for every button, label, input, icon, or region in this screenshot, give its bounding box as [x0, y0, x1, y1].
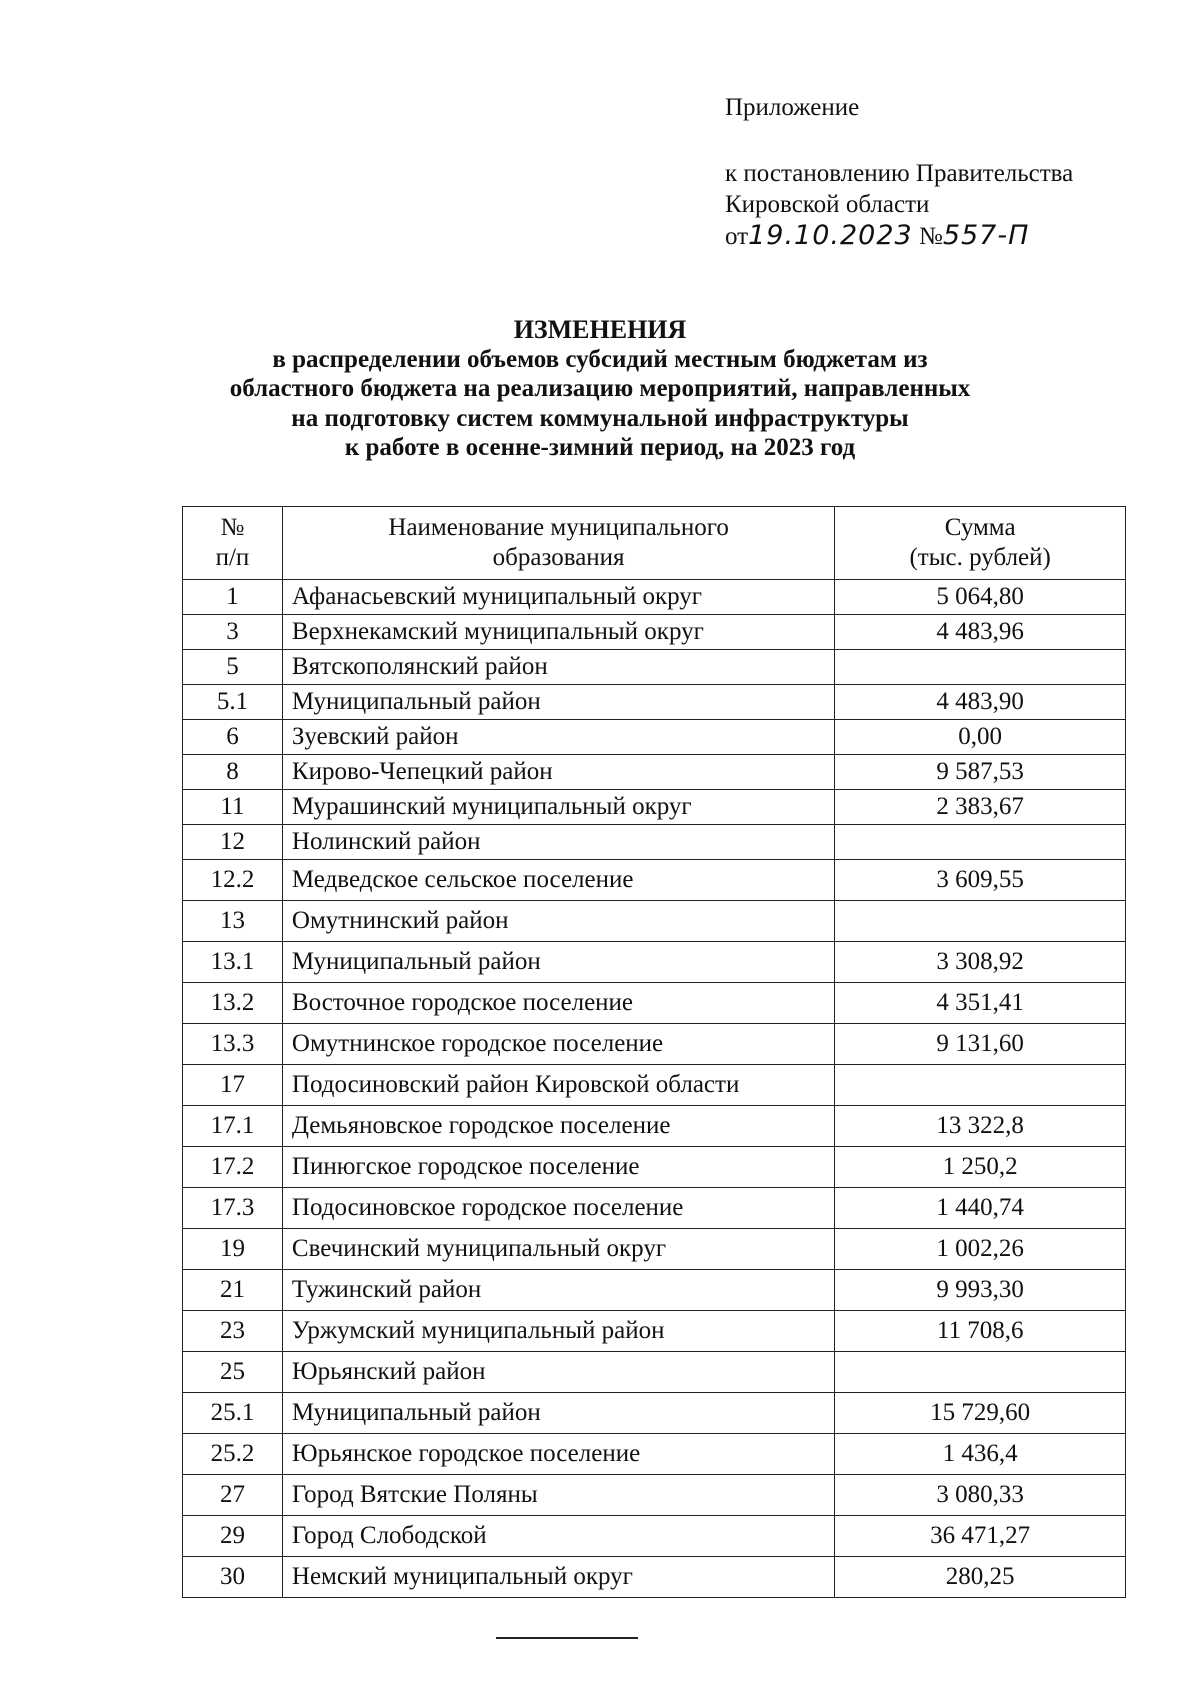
- row-name: Город Вятские Поляны: [282, 1475, 834, 1516]
- row-name: Подосиновское городское поселение: [282, 1188, 834, 1229]
- row-sum: [835, 1065, 1126, 1106]
- row-sum: 4 351,41: [835, 983, 1126, 1024]
- table-row: [183, 983, 1126, 1024]
- row-name: Юрьянский район: [282, 1352, 834, 1393]
- header-name-line-1: Наименование муниципального: [388, 514, 729, 541]
- row-name: Город Слободской: [282, 1516, 834, 1557]
- row-sum: 1 440,74: [835, 1188, 1126, 1229]
- table-row: [183, 1434, 1126, 1475]
- row-name: Демьяновское городское поселение: [282, 1106, 834, 1147]
- heading-line-1: в распределении объемов субсидий местным бюджетам из: [272, 345, 928, 373]
- row-name: Зуевский район: [282, 720, 834, 755]
- row-name: Уржумский муниципальный район: [282, 1311, 834, 1352]
- header-num-line-1: №: [220, 514, 245, 541]
- row-num: 17.3: [183, 1188, 283, 1229]
- row-sum: 1 002,26: [835, 1229, 1126, 1270]
- row-name: Немский муниципальный округ: [282, 1557, 834, 1598]
- header-num: [183, 507, 283, 580]
- row-name: Восточное городское поселение: [282, 983, 834, 1024]
- row-num: 30: [183, 1557, 283, 1598]
- row-sum: 3 080,33: [835, 1475, 1126, 1516]
- row-name: Нолинский район: [282, 825, 834, 860]
- table-row: [183, 1024, 1126, 1065]
- header-sum-line-1: Сумма: [944, 514, 1016, 541]
- row-name: Муниципальный район: [282, 685, 834, 720]
- row-sum: 4 483,90: [835, 685, 1126, 720]
- row-name: Афанасьевский муниципальный округ: [282, 580, 834, 615]
- row-name: Муниципальный район: [282, 1393, 834, 1434]
- row-sum: 13 322,8: [835, 1106, 1126, 1147]
- row-num: 23: [183, 1311, 283, 1352]
- row-num: 3: [183, 615, 283, 650]
- row-sum: 36 471,27: [835, 1516, 1126, 1557]
- row-num: 19: [183, 1229, 283, 1270]
- row-sum: 5 064,80: [835, 580, 1126, 615]
- row-name: Медведское сельское поселение: [282, 860, 834, 901]
- row-sum: 280,25: [835, 1557, 1126, 1598]
- row-sum: 3 308,92: [835, 942, 1126, 983]
- row-name: Муниципальный район: [282, 942, 834, 983]
- table-row: [183, 1147, 1126, 1188]
- row-name: Верхнекамский муниципальный округ: [282, 615, 834, 650]
- header-name: [282, 507, 834, 580]
- appendix-line-2: Кировской области: [725, 191, 930, 218]
- table-row: [183, 901, 1126, 942]
- table-row: [183, 1557, 1126, 1598]
- row-name: Пинюгское городское поселение: [282, 1147, 834, 1188]
- row-sum: 1 250,2: [835, 1147, 1126, 1188]
- table-header-row: [183, 507, 1126, 580]
- row-num: 5.1: [183, 685, 283, 720]
- row-num: 17.1: [183, 1106, 283, 1147]
- row-name: Мурашинский муниципальный округ: [282, 790, 834, 825]
- table-row: [183, 580, 1126, 615]
- row-sum: [835, 650, 1126, 685]
- table-row: [183, 825, 1126, 860]
- row-sum: 2 383,67: [835, 790, 1126, 825]
- row-sum: 15 729,60: [835, 1393, 1126, 1434]
- row-num: 6: [183, 720, 283, 755]
- heading-title: ИЗМЕНЕНИЯ: [513, 315, 687, 344]
- row-sum: 0,00: [835, 720, 1126, 755]
- heading-line-4: к работе в осенне-зимний период, на 2023 год: [344, 434, 856, 461]
- row-name: Кирово-Чепецкий район: [282, 755, 834, 790]
- row-name: Омутнинский район: [282, 901, 834, 942]
- header-sum: [835, 507, 1126, 580]
- row-num: 25: [183, 1352, 283, 1393]
- row-num: 12: [183, 825, 283, 860]
- row-num: 13.2: [183, 983, 283, 1024]
- row-name: Подосиновский район Кировской области: [282, 1065, 834, 1106]
- row-num: 17: [183, 1065, 283, 1106]
- table-row: [183, 720, 1126, 755]
- row-num: 17.2: [183, 1147, 283, 1188]
- table-row: [183, 1393, 1126, 1434]
- row-sum: 3 609,55: [835, 860, 1126, 901]
- appendix-line-1: к постановлению Правительства: [725, 160, 1074, 187]
- row-num: 25.1: [183, 1393, 283, 1434]
- table-row: [183, 1065, 1126, 1106]
- row-num: 29: [183, 1516, 283, 1557]
- handwritten-number: 557-П: [942, 220, 1030, 251]
- appendix-date-line: [725, 220, 1073, 252]
- row-sum: [835, 825, 1126, 860]
- row-num: 12.2: [183, 860, 283, 901]
- row-name: Вятскополянский район: [282, 650, 834, 685]
- header-name-line-2: образования: [492, 544, 625, 571]
- table-row: [183, 790, 1126, 825]
- row-sum: 9 131,60: [835, 1024, 1126, 1065]
- table-row: [183, 1352, 1126, 1393]
- row-sum: 4 483,96: [835, 615, 1126, 650]
- heading-line-2: областного бюджета на реализацию мероприятий, направленных: [229, 375, 971, 402]
- row-num: 13.1: [183, 942, 283, 983]
- table-row: [183, 1270, 1126, 1311]
- row-num: 8: [183, 755, 283, 790]
- row-num: 13: [183, 901, 283, 942]
- table-row: [183, 1188, 1126, 1229]
- appendix-block: [725, 92, 1073, 252]
- row-sum: [835, 1352, 1126, 1393]
- row-sum: 9 587,53: [835, 755, 1126, 790]
- row-num: 25.2: [183, 1434, 283, 1475]
- table-row: [183, 1475, 1126, 1516]
- table-row: [183, 1311, 1126, 1352]
- row-num: 11: [183, 790, 283, 825]
- date-prefix: от: [725, 223, 749, 250]
- row-num: 27: [183, 1475, 283, 1516]
- bottom-divider: [496, 1637, 638, 1639]
- row-name: Тужинский район: [282, 1270, 834, 1311]
- table-row: [183, 615, 1126, 650]
- table-row: [183, 650, 1126, 685]
- row-name: Омутнинское городское поселение: [282, 1024, 834, 1065]
- table-row: [183, 860, 1126, 901]
- row-num: 13.3: [183, 1024, 283, 1065]
- row-name: Свечинский муниципальный округ: [282, 1229, 834, 1270]
- handwritten-date: 19.10.2023: [748, 220, 913, 251]
- document-heading: [0, 315, 1200, 463]
- row-sum: [835, 901, 1126, 942]
- appendix-title: Приложение: [725, 94, 860, 121]
- row-num: 5: [183, 650, 283, 685]
- row-sum: 11 708,6: [835, 1311, 1126, 1352]
- subsidy-table: [182, 506, 1126, 1598]
- row-num: 1: [183, 580, 283, 615]
- number-prefix: №: [918, 223, 943, 250]
- table-row: [183, 1229, 1126, 1270]
- table-row: [183, 1516, 1126, 1557]
- heading-line-3: на подготовку систем коммунальной инфраструктуры: [291, 404, 909, 432]
- row-sum: 1 436,4: [835, 1434, 1126, 1475]
- table-row: [183, 942, 1126, 983]
- header-sum-line-2: (тыс. рублей): [909, 544, 1051, 571]
- table-row: [183, 755, 1126, 790]
- table-row: [183, 1106, 1126, 1147]
- row-name: Юрьянское городское поселение: [282, 1434, 834, 1475]
- table-row: [183, 685, 1126, 720]
- header-num-line-2: п/п: [215, 544, 250, 571]
- row-num: 21: [183, 1270, 283, 1311]
- row-sum: 9 993,30: [835, 1270, 1126, 1311]
